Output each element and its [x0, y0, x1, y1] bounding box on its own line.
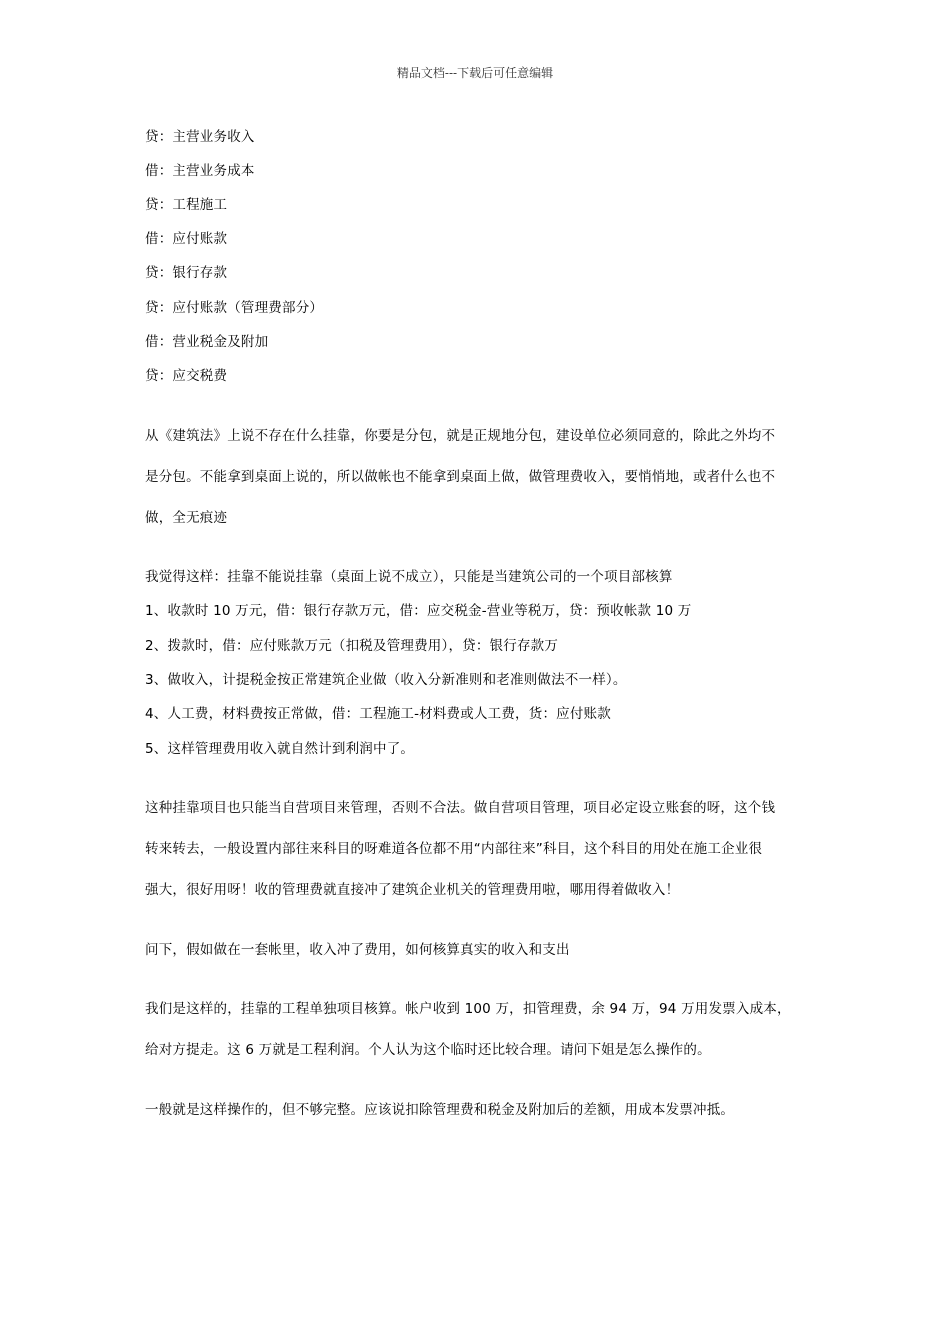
journal-entry: 借：营业税金及附加 [145, 334, 269, 350]
journal-entry: 借：主营业务成本 [145, 163, 255, 179]
paragraph-line: 转来转去，一般设置内部往来科目的呀难道各位都不用“内部往来”科目，这个科目的用处在施工企业很 [145, 841, 763, 857]
journal-entry: 贷：银行存款 [145, 265, 228, 281]
paragraph-line: 给对方提走。这 6 万就是工程利润。个人认为这个临时还比较合理。请问下姐是怎么操作的。 [145, 1042, 711, 1058]
page-header: 精品文档---下载后可任意编辑 [396, 66, 554, 80]
journal-entry: 借：应付账款 [145, 231, 228, 247]
journal-entry: 贷：应交税费 [145, 368, 228, 384]
numbered-item: 5、这样管理费用收入就自然计到利润中了。 [145, 741, 415, 757]
paragraph-line: 做，全无痕迹 [145, 510, 228, 526]
question-line: 问下，假如做在一套帐里，收入冲了费用，如何核算真实的收入和支出 [145, 942, 570, 958]
paragraph-line: 是分包。不能拿到桌面上说的，所以做帐也不能拿到桌面上做，做管理费收入，要悄悄地，或者什么也不 [145, 469, 776, 485]
journal-entry: 贷：工程施工 [145, 197, 228, 213]
paragraph-line: 从《建筑法》上说不存在什么挂靠，你要是分包，就是正规地分包，建设单位必须同意的，除此之外均不 [145, 428, 776, 444]
numbered-item: 3、做收入，计提税金按正常建筑企业做（收入分新准则和老准则做法不一样）。 [145, 672, 627, 688]
numbered-item: 4、人工费，材料费按正常做，借：工程施工-材料费或人工费，货：应付账款 [145, 706, 611, 722]
answer-line: 一般就是这样操作的，但不够完整。应该说扣除管理费和税金及附加后的差额，用成本发票冲抵。 [145, 1102, 735, 1118]
paragraph-line: 这种挂靠项目也只能当自营项目来管理，否则不合法。做自营项目管理，项目必定设立账套的呀，这个钱 [145, 800, 776, 816]
journal-entry: 贷：应付账款（管理费部分） [145, 300, 324, 316]
numbered-item: 1、收款时 10 万元，借：银行存款万元，借：应交税金-营业等税万，贷：预收帐款 10 万 [145, 603, 692, 619]
paragraph-line: 强大，很好用呀！收的管理费就直接冲了建筑企业机关的管理费用啦，哪用得着做收入！ [145, 882, 680, 898]
paragraph-intro: 我觉得这样：挂靠不能说挂靠（桌面上说不成立），只能是当建筑公司的一个项目部核算 [145, 569, 673, 585]
journal-entry: 贷：主营业务收入 [145, 129, 255, 145]
numbered-item: 2、拨款时，借：应付账款万元（扣税及管理费用），贷：银行存款万 [145, 638, 559, 654]
paragraph-line: 我们是这样的，挂靠的工程单独项目核算。帐户收到 100 万，扣管理费，余 94 万，94 万用发票入成本， [145, 1001, 791, 1017]
